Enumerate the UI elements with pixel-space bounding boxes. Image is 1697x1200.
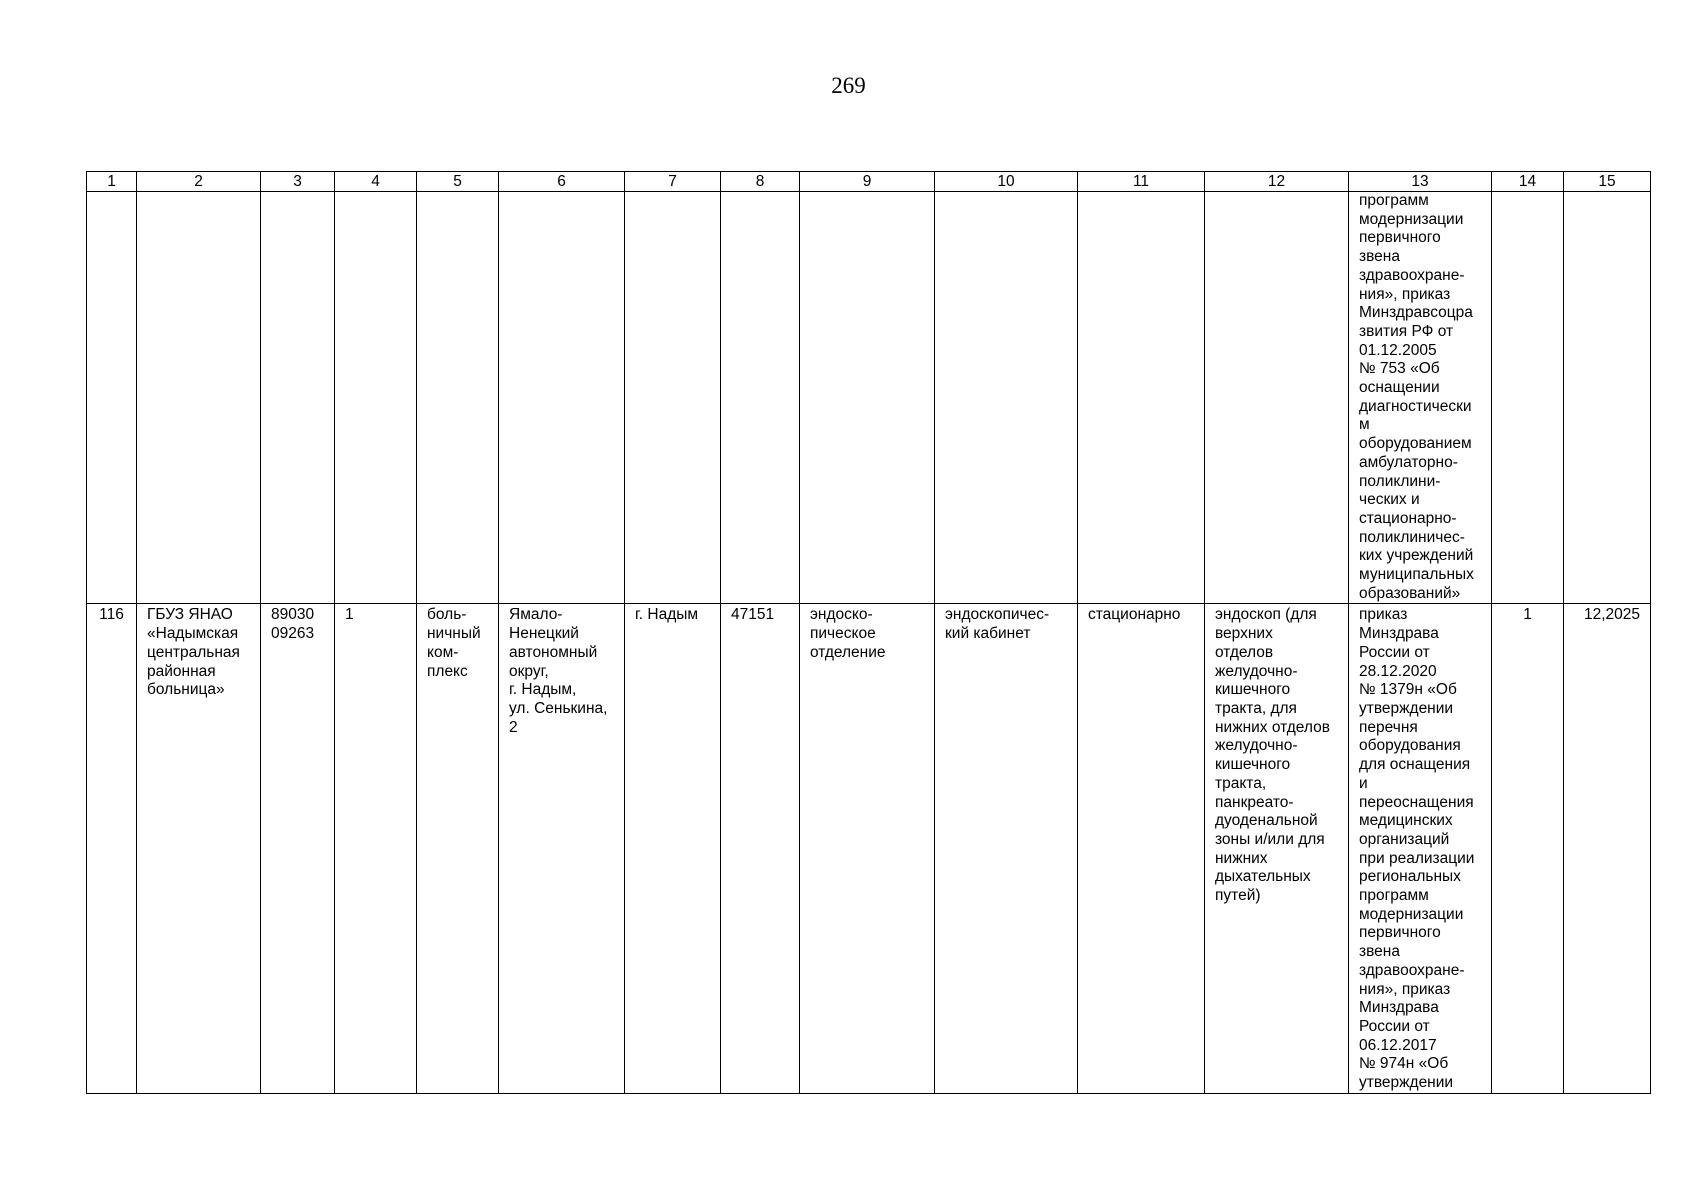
- column-number-header-row: [87, 172, 1651, 192]
- column-header: 5: [417, 172, 499, 192]
- registry-table: [86, 171, 1651, 1094]
- organization-name-cell: ГБУЗ ЯНАО «Надымская центральная районная больница»: [137, 604, 261, 1093]
- quantity-cell: 1: [1492, 604, 1564, 1093]
- column-header: 12: [1205, 172, 1349, 192]
- inn-cell: 89030 09263: [261, 604, 335, 1093]
- column-header: 15: [1564, 172, 1651, 192]
- oktmo-cell: 47151: [721, 604, 800, 1093]
- table-cell: [261, 192, 335, 604]
- table-row-continuation: [87, 192, 1651, 604]
- column-header: 9: [800, 172, 935, 192]
- table-cell: [1492, 192, 1564, 604]
- table-cell: [625, 192, 721, 604]
- column-header: 3: [261, 172, 335, 192]
- care-condition-cell: стационарно: [1078, 604, 1205, 1093]
- column-header: 1: [87, 172, 137, 192]
- page-number: 269: [831, 73, 866, 98]
- building-type-cell: боль- ничный ком- плекс: [417, 604, 499, 1093]
- table-cell: [721, 192, 800, 604]
- table-cell: [335, 192, 417, 604]
- column-header: 6: [499, 172, 625, 192]
- equipment-cell: эндоскоп (для верхних отделов желудочно- кишечного тракта, для нижних отделов желудочно- кишечного тракта, панкреато- дуоденальной зоны и/или для нижних дыхательных путей): [1205, 604, 1349, 1093]
- column-header: 13: [1349, 172, 1492, 192]
- legal-basis-cell: программ модернизации первичного звена здравоохране- ния», приказ Минздравсоцра звития РФ от 01.12.2005 № 753 «Об оснащении диагностически м оборудованием амбулаторно- поликлини- ческих и стационарно- поликлиничес- ких учреждений муниципальных образований»: [1349, 192, 1492, 604]
- column-header: 8: [721, 172, 800, 192]
- column-header: 7: [625, 172, 721, 192]
- table-cell: [137, 192, 261, 604]
- legal-basis-cell: приказ Минздрава России от 28.12.2020 № 1379н «Об утверждении перечня оборудования для оснащения и переоснащения медицинских организаций при реализации региональных программ модернизации первичного звена здравоохране- ния», приказ Минздрава России от 06.12.2017 № 974н «Об утверждении: [1349, 604, 1492, 1093]
- city-cell: г. Надым: [625, 604, 721, 1093]
- count-cell: 1: [335, 604, 417, 1093]
- table-cell: [417, 192, 499, 604]
- table-cell: [1205, 192, 1349, 604]
- department-cell: эндоско- пическое отделение: [800, 604, 935, 1093]
- table-cell: [1078, 192, 1205, 604]
- column-header: 14: [1492, 172, 1564, 192]
- table-cell: [87, 192, 137, 604]
- date-cell: 12,2025: [1564, 604, 1651, 1093]
- table-row-116: [87, 604, 1651, 1093]
- column-header: 10: [935, 172, 1078, 192]
- table-cell: [499, 192, 625, 604]
- table-cell: [800, 192, 935, 604]
- address-cell: Ямало- Ненецкий автономный округ, г. Надым, ул. Сенькина, 2: [499, 604, 625, 1093]
- column-header: 11: [1078, 172, 1205, 192]
- column-header: 2: [137, 172, 261, 192]
- room-cell: эндоскопичес- кий кабинет: [935, 604, 1078, 1093]
- column-header: 4: [335, 172, 417, 192]
- table-cell: [1564, 192, 1651, 604]
- row-number-cell: 116: [87, 604, 137, 1093]
- table-cell: [935, 192, 1078, 604]
